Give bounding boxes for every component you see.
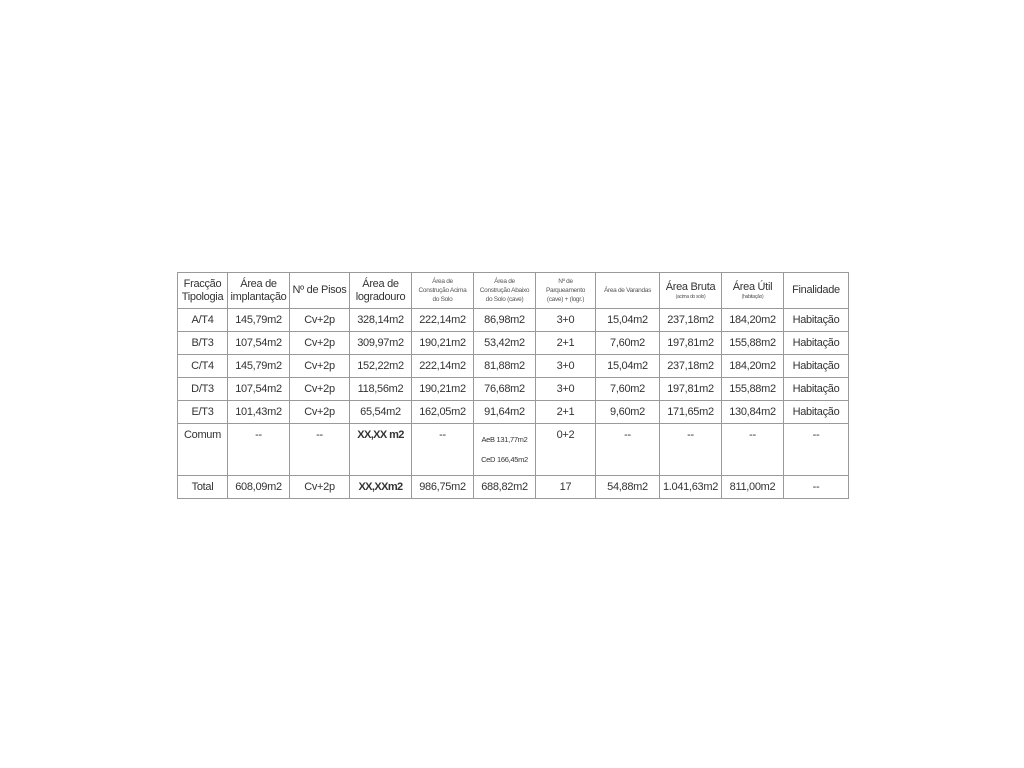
cell-util: 184,20m2	[722, 309, 784, 332]
cell-finalidade: Habitação	[784, 401, 849, 424]
cell-implantacao: 101,43m2	[228, 401, 290, 424]
cell-total-bruta: 1.041,63m2	[660, 476, 722, 499]
cell-fraccao: B/T3	[178, 332, 228, 355]
cell-acima-solo: 190,21m2	[412, 332, 474, 355]
cell-bruta: 171,65m2	[660, 401, 722, 424]
cell-varandas: 7,60m2	[596, 378, 660, 401]
header-abaixo-line3: do Solo (cave)	[485, 296, 524, 303]
cell-total-pisos: Cv+2p	[290, 476, 350, 499]
header-fraccao-line1: Fracção	[183, 277, 222, 290]
cell-util: 155,88m2	[722, 378, 784, 401]
total-row	[178, 476, 849, 499]
header-parq-line2: Parqueamento	[545, 287, 586, 294]
cell-fraccao: E/T3	[178, 401, 228, 424]
cell-logradouro: 328,14m2	[350, 309, 412, 332]
cell-finalidade: Habitação	[784, 355, 849, 378]
cell-logradouro: 152,22m2	[350, 355, 412, 378]
cell-varandas: 15,04m2	[596, 309, 660, 332]
table-row	[178, 355, 849, 378]
header-parq-line1: Nº de	[558, 278, 573, 285]
cell-acima-solo: 162,05m2	[412, 401, 474, 424]
cell-varandas: 15,04m2	[596, 355, 660, 378]
cell-finalidade: Habitação	[784, 332, 849, 355]
cell-fraccao: A/T4	[178, 309, 228, 332]
header-bruta-sub: (acima do solo)	[675, 293, 706, 300]
cell-bruta: 197,81m2	[660, 378, 722, 401]
table-row	[178, 309, 849, 332]
cell-acima-solo: 222,14m2	[412, 355, 474, 378]
cell-abaixo-solo: 81,88m2	[474, 355, 536, 378]
header-util-label: Área Útil	[732, 280, 773, 293]
cell-pisos: Cv+2p	[290, 378, 350, 401]
header-area-varandas	[596, 273, 660, 309]
header-fraccao-line2: Tipologia	[181, 290, 224, 303]
header-bruta-label: Área Bruta	[665, 280, 716, 293]
comum-abaixo-aeb: AeB 131,77m2	[481, 434, 528, 444]
cell-pisos: Cv+2p	[290, 355, 350, 378]
table-row	[178, 332, 849, 355]
cell-pisos: Cv+2p	[290, 401, 350, 424]
cell-total-logradouro: XX,XXm2	[350, 476, 412, 499]
cell-comum-pisos: --	[290, 424, 350, 476]
cell-util: 184,20m2	[722, 355, 784, 378]
header-pisos-label: Nº de Pisos	[292, 284, 347, 296]
cell-total-abaixo-solo: 688,82m2	[474, 476, 536, 499]
cell-total-implantacao: 608,09m2	[228, 476, 290, 499]
cell-fraccao: C/T4	[178, 355, 228, 378]
cell-pisos: Cv+2p	[290, 309, 350, 332]
comum-row	[178, 424, 849, 476]
cell-comum-label: Comum	[178, 424, 228, 476]
header-numero-pisos	[290, 273, 350, 309]
cell-comum-varandas: --	[596, 424, 660, 476]
header-acima-line3: do Solo	[432, 296, 453, 303]
header-parqueamento	[536, 273, 596, 309]
cell-fraccao: D/T3	[178, 378, 228, 401]
cell-comum-util: --	[722, 424, 784, 476]
cell-pisos: Cv+2p	[290, 332, 350, 355]
cell-acima-solo: 222,14m2	[412, 309, 474, 332]
cell-implantacao: 107,54m2	[228, 332, 290, 355]
cell-bruta: 237,18m2	[660, 309, 722, 332]
table-row	[178, 401, 849, 424]
cell-total-varandas: 54,88m2	[596, 476, 660, 499]
cell-finalidade: Habitação	[784, 378, 849, 401]
table-row	[178, 378, 849, 401]
cell-abaixo-solo: 53,42m2	[474, 332, 536, 355]
header-area-implantacao	[228, 273, 290, 309]
cell-abaixo-solo: 76,68m2	[474, 378, 536, 401]
header-varandas-label: Área de Varandas	[603, 287, 652, 294]
cell-bruta: 237,18m2	[660, 355, 722, 378]
cell-implantacao: 107,54m2	[228, 378, 290, 401]
cell-comum-finalidade: --	[784, 424, 849, 476]
header-area-acima-solo	[412, 273, 474, 309]
comum-abaixo-ced: CeD 166,45m2	[481, 454, 528, 464]
cell-parqueamento: 3+0	[536, 355, 596, 378]
header-area-logradouro	[350, 273, 412, 309]
cell-parqueamento: 3+0	[536, 309, 596, 332]
areas-table	[177, 272, 849, 499]
header-finalidade-label: Finalidade	[792, 284, 840, 296]
cell-varandas: 7,60m2	[596, 332, 660, 355]
cell-finalidade: Habitação	[784, 309, 849, 332]
comum-abaixo-stack	[476, 432, 533, 468]
cell-total-parqueamento: 17	[536, 476, 596, 499]
cell-total-acima-solo: 986,75m2	[412, 476, 474, 499]
cell-varandas: 9,60m2	[596, 401, 660, 424]
cell-comum-logradouro: XX,XX m2	[350, 424, 412, 476]
header-abaixo-line1: Área de	[494, 278, 515, 285]
cell-parqueamento: 2+1	[536, 401, 596, 424]
header-abaixo-line2: Construção Abaixo	[479, 287, 530, 294]
cell-util: 130,84m2	[722, 401, 784, 424]
cell-comum-acima-solo: --	[412, 424, 474, 476]
cell-comum-abaixo-solo	[474, 424, 536, 476]
cell-total-util: 811,00m2	[722, 476, 784, 499]
header-implantacao-line1: Área de	[240, 277, 277, 290]
areas-table-container	[177, 272, 848, 499]
header-util-sub: (habitação)	[741, 293, 764, 300]
header-acima-line2: Construção Acima	[418, 287, 467, 294]
cell-parqueamento: 2+1	[536, 332, 596, 355]
cell-logradouro: 118,56m2	[350, 378, 412, 401]
header-area-abaixo-solo	[474, 273, 536, 309]
cell-util: 155,88m2	[722, 332, 784, 355]
header-implantacao-line2: implantação	[230, 290, 287, 303]
header-area-util	[722, 273, 784, 309]
cell-abaixo-solo: 86,98m2	[474, 309, 536, 332]
header-finalidade	[784, 273, 849, 309]
cell-implantacao: 145,79m2	[228, 309, 290, 332]
header-parq-line3: (cave) + (logr.)	[546, 296, 585, 303]
header-row	[178, 273, 849, 309]
header-area-bruta	[660, 273, 722, 309]
cell-total-finalidade: --	[784, 476, 849, 499]
cell-bruta: 197,81m2	[660, 332, 722, 355]
cell-logradouro: 309,97m2	[350, 332, 412, 355]
cell-total-label: Total	[178, 476, 228, 499]
header-acima-line1: Área de	[432, 278, 453, 285]
cell-implantacao: 145,79m2	[228, 355, 290, 378]
cell-parqueamento: 3+0	[536, 378, 596, 401]
cell-logradouro: 65,54m2	[350, 401, 412, 424]
cell-acima-solo: 190,21m2	[412, 378, 474, 401]
cell-comum-parqueamento: 0+2	[536, 424, 596, 476]
header-logradouro-line1: Área de	[362, 277, 399, 290]
header-logradouro-line2: logradouro	[355, 290, 406, 303]
cell-comum-bruta: --	[660, 424, 722, 476]
cell-abaixo-solo: 91,64m2	[474, 401, 536, 424]
header-fraccao	[178, 273, 228, 309]
cell-comum-implantacao: --	[228, 424, 290, 476]
